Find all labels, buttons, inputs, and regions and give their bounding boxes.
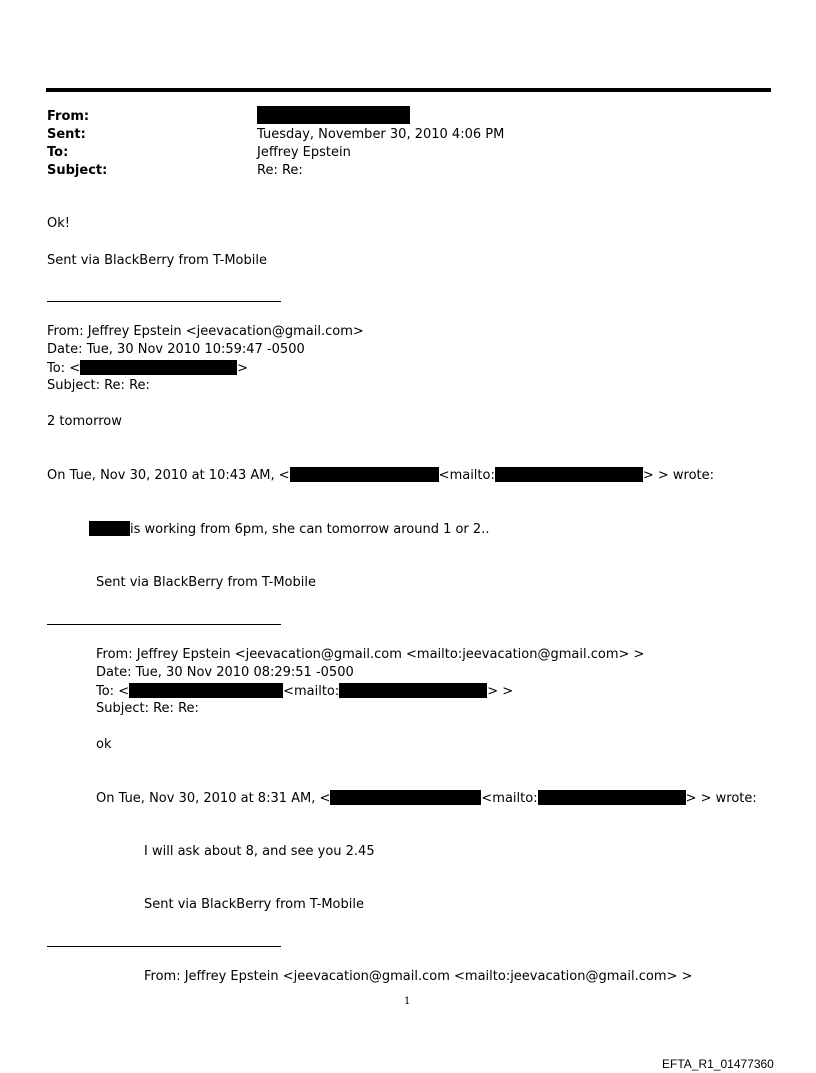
- redaction-from: [257, 106, 410, 124]
- quote2-mid: <mailto:: [481, 791, 538, 806]
- redaction-quote2-name: [330, 790, 481, 805]
- body-line-2: Sent via BlackBerry from T-Mobile: [47, 253, 267, 268]
- quote1-header: [47, 467, 714, 484]
- redaction-quote1-name: [290, 467, 439, 482]
- quote2-prefix: On Tue, Nov 30, 2010 at 8:31 AM, <: [96, 791, 331, 806]
- reply2-date: Date: Tue, 30 Nov 2010 08:29:51 -0500: [96, 665, 354, 680]
- redaction-reply2-name: [129, 683, 283, 698]
- redaction-quote1-email: [495, 467, 643, 482]
- top-rule: [46, 88, 771, 92]
- reply2-to-mid: <mailto:: [283, 684, 340, 699]
- reply1-to: [47, 360, 248, 377]
- separator-1: [47, 301, 281, 302]
- quote1-mid: <mailto:: [438, 468, 495, 483]
- reply2-from: From: Jeffrey Epstein <jeevacation@gmail.com <mailto:jeevacation@gmail.com> >: [96, 647, 645, 662]
- reply1-subject: Subject: Re: Re:: [47, 378, 150, 393]
- quote2-suffix: > > wrote:: [685, 791, 757, 806]
- reply2-subject: Subject: Re: Re:: [96, 701, 199, 716]
- reply1-to-suffix: >: [237, 361, 248, 376]
- body-line-1: Ok!: [47, 216, 70, 231]
- quote1-line-2: Sent via BlackBerry from T-Mobile: [96, 575, 316, 590]
- subject-value: Re: Re:: [257, 163, 303, 178]
- quote2-line-2: Sent via BlackBerry from T-Mobile: [144, 897, 364, 912]
- page-number: 1: [404, 996, 411, 1007]
- quote2-line-1: I will ask about 8, and see you 2.45: [144, 844, 375, 859]
- reply1-to-prefix: To: <: [47, 361, 81, 376]
- sent-value: Tuesday, November 30, 2010 4:06 PM: [257, 127, 505, 142]
- reply2-to-prefix: To: <: [96, 684, 130, 699]
- quote2-header: [96, 790, 757, 807]
- to-value: Jeffrey Epstein: [257, 145, 351, 160]
- sent-label: Sent:: [47, 127, 86, 142]
- reply2-to-suffix: > >: [487, 684, 514, 699]
- redaction-reply1-to: [80, 360, 237, 375]
- quote1-line-1: [89, 521, 489, 538]
- document-id: EFTA_R1_01477360: [662, 1057, 774, 1071]
- quote1-suffix: > > wrote:: [642, 468, 715, 483]
- reply1-from: From: Jeffrey Epstein <jeevacation@gmail.com>: [47, 324, 364, 339]
- reply3-from: From: Jeffrey Epstein <jeevacation@gmail.com <mailto:jeevacation@gmail.com> >: [144, 969, 693, 984]
- separator-3: [47, 946, 281, 947]
- quote1-line-1-text: is working from 6pm, she can tomorrow around 1 or 2..: [130, 522, 490, 537]
- reply2-body: ok: [96, 737, 112, 752]
- reply2-to: [96, 683, 513, 700]
- separator-2: [47, 624, 281, 625]
- to-label: To:: [47, 145, 69, 160]
- quote1-prefix: On Tue, Nov 30, 2010 at 10:43 AM, <: [47, 468, 290, 483]
- from-label: From:: [47, 109, 90, 124]
- reply1-date: Date: Tue, 30 Nov 2010 10:59:47 -0500: [47, 342, 305, 357]
- redaction-reply2-email: [339, 683, 487, 698]
- redaction-quote2-email: [538, 790, 686, 805]
- redaction-quote1-person: [89, 521, 130, 536]
- reply1-body: 2 tomorrow: [47, 414, 122, 429]
- subject-label: Subject:: [47, 163, 108, 178]
